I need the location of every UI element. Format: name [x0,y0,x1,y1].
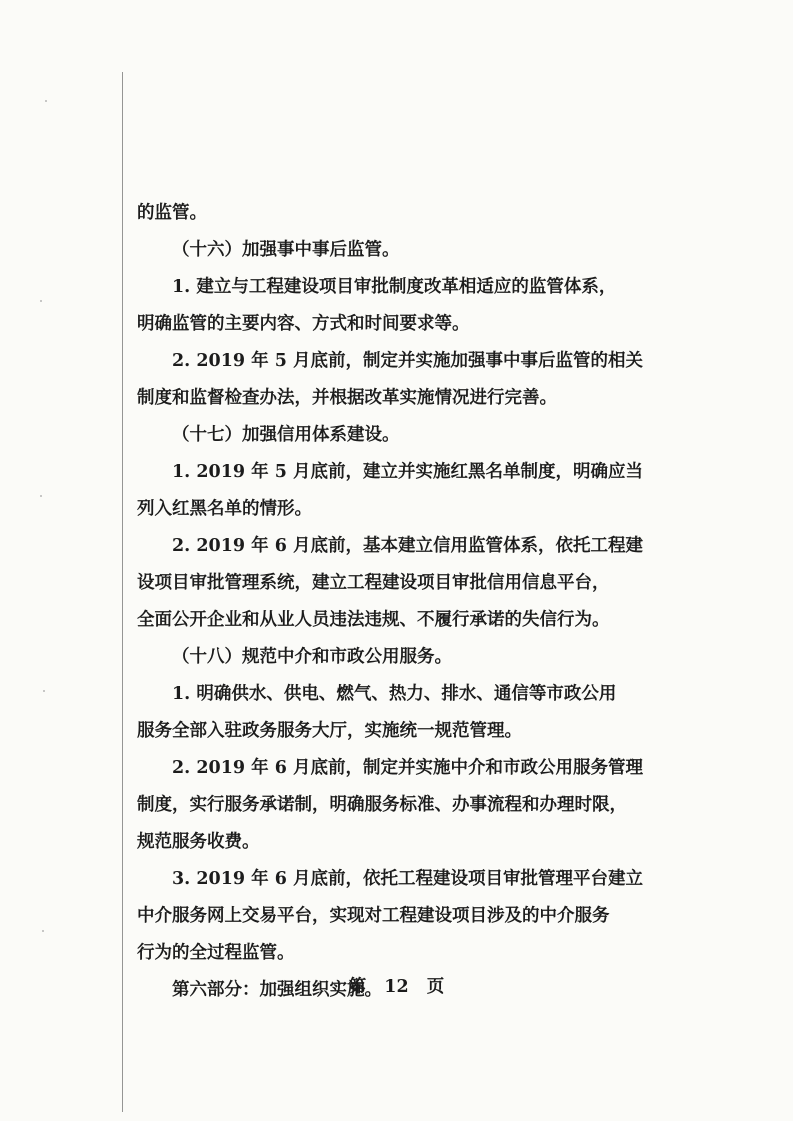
text-line: 服务全部入驻政务服务大厅，实施统一规范管理。 [137,721,522,741]
text-line: 中介服务网上交易平台，实现对工程建设项目涉及的中介服务 [137,906,610,926]
text-line: 制度，实行服务承诺制，明确服务标准、办事流程和办理时限， [137,795,627,815]
text-line: 全面公开企业和从业人员违法违规、不履行承诺的失信行为。 [137,610,610,630]
text-line: 设项目审批管理系统，建立工程建设项目审批信用信息平台， [137,573,610,593]
text-line: 明确监管的主要内容、方式和时间要求等。 [137,314,470,334]
section-heading-16: （十六）加强事中事后监管。 [172,240,400,260]
text-line: 3. 2019 年 6 月底前，依托工程建设项目审批管理平台建立 [172,869,644,889]
scan-speck [40,300,42,302]
text-line: 2. 2019 年 6 月底前，制定并实施中介和市政公用服务管理 [172,758,644,778]
scan-speck [42,930,44,932]
part-heading: 第六部分：加强组织实施。 [172,980,382,1000]
text-line: 1. 建立与工程建设项目审批制度改革相适应的监管体系， [172,277,617,297]
text-line: 行为的全过程监管。 [137,943,295,963]
text-line: 列入红黑名单的情形。 [137,499,312,519]
scan-speck [43,690,45,692]
page-number: 第 12 页 [348,977,445,997]
section-heading-18: （十八）规范中介和市政公用服务。 [172,647,452,667]
text-line: 规范服务收费。 [137,832,260,852]
text-line: 2. 2019 年 6 月底前，基本建立信用监管体系，依托工程建 [172,536,644,556]
text-line: 的监管。 [137,203,207,223]
text-line: 2. 2019 年 5 月底前，制定并实施加强事中事后监管的相关 [172,351,644,371]
binding-margin-line [122,72,123,1112]
text-line: 1. 2019 年 5 月底前，建立并实施红黑名单制度，明确应当 [172,462,644,482]
text-line: 1. 明确供水、供电、燃气、热力、排水、通信等市政公用 [172,684,617,704]
scan-speck [45,100,47,102]
section-heading-17: （十七）加强信用体系建设。 [172,425,400,445]
text-line: 制度和监督检查办法，并根据改革实施情况进行完善。 [137,388,557,408]
scan-speck [40,495,42,497]
